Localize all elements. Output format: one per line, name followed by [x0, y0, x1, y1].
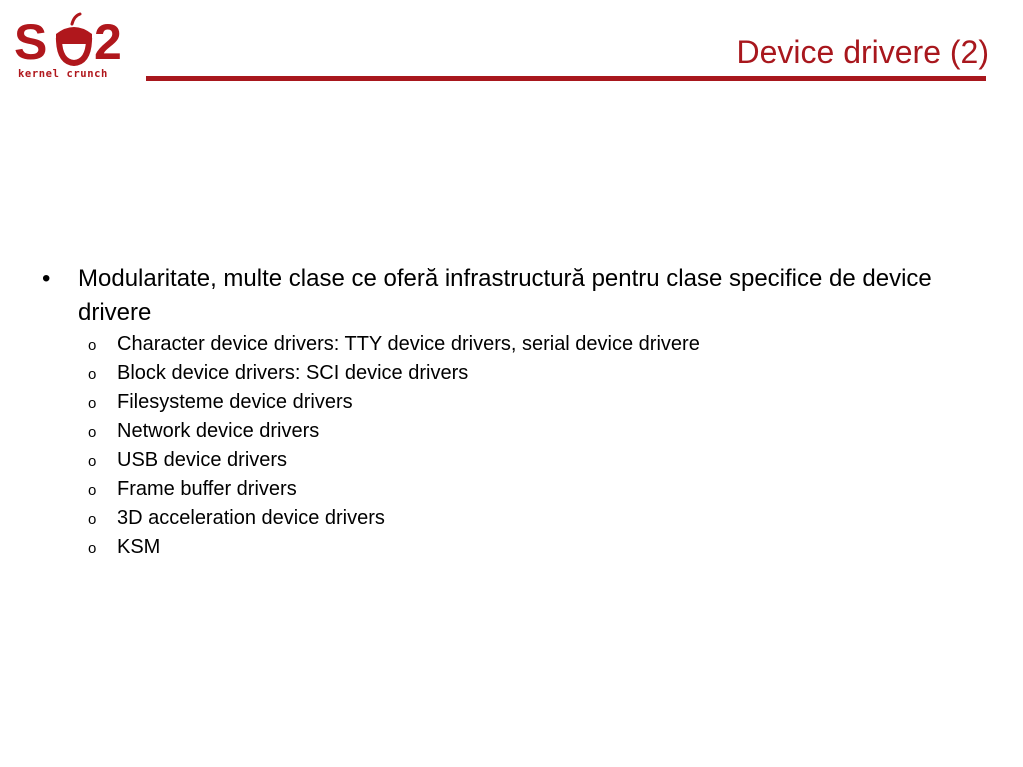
hollow-circle-bullet-icon: o [88, 511, 97, 528]
sub-bullet-text: Block device drivers: SCI device drivers [117, 362, 469, 384]
hollow-circle-bullet-icon: o [88, 424, 97, 441]
logo-letter-2: 2 [94, 14, 122, 68]
logo-letter-s: S [14, 14, 48, 68]
hollow-circle-bullet-icon: o [88, 366, 97, 383]
sub-bullet-text: 3D acceleration device drivers [117, 507, 385, 529]
hollow-circle-bullet-icon: o [88, 482, 97, 499]
slide-title: Device drivere (2) [736, 34, 989, 70]
sub-bullet-text: Frame buffer drivers [117, 478, 297, 500]
sub-bullet-item [42, 504, 942, 533]
logo-tagline: kernel crunch [18, 68, 108, 80]
sub-bullet-item [42, 330, 942, 359]
bullet-dot-icon: • [42, 265, 51, 292]
sub-bullet-item [42, 359, 942, 388]
so2-logo [14, 12, 134, 84]
sub-bullet-text: Network device drivers [117, 420, 320, 442]
slide-content [42, 262, 942, 562]
sub-bullet-item [42, 417, 942, 446]
bullet-item [42, 262, 942, 330]
sub-bullet-text: Filesysteme device drivers [117, 391, 353, 413]
hollow-circle-bullet-icon: o [88, 395, 97, 412]
sub-bullet-text: Character device drivers: TTY device drivers, serial device drivere [117, 333, 700, 355]
sub-bullet-text: USB device drivers [117, 449, 288, 471]
hollow-circle-bullet-icon: o [88, 337, 97, 354]
sub-bullet-item [42, 533, 942, 562]
hollow-circle-bullet-icon: o [88, 453, 97, 470]
sub-bullet-item [42, 475, 942, 504]
hollow-circle-bullet-icon: o [88, 540, 97, 557]
acorn-logo-icon [14, 12, 134, 68]
sub-bullet-item [42, 446, 942, 475]
title-divider [146, 76, 986, 81]
bullet-text: Modularitate, multe clase ce oferă infrastructură pentru clase specifice de device drivere [78, 265, 932, 326]
sub-bullet-item [42, 388, 942, 417]
sub-bullet-list [42, 330, 942, 562]
sub-bullet-text: KSM [117, 536, 161, 558]
